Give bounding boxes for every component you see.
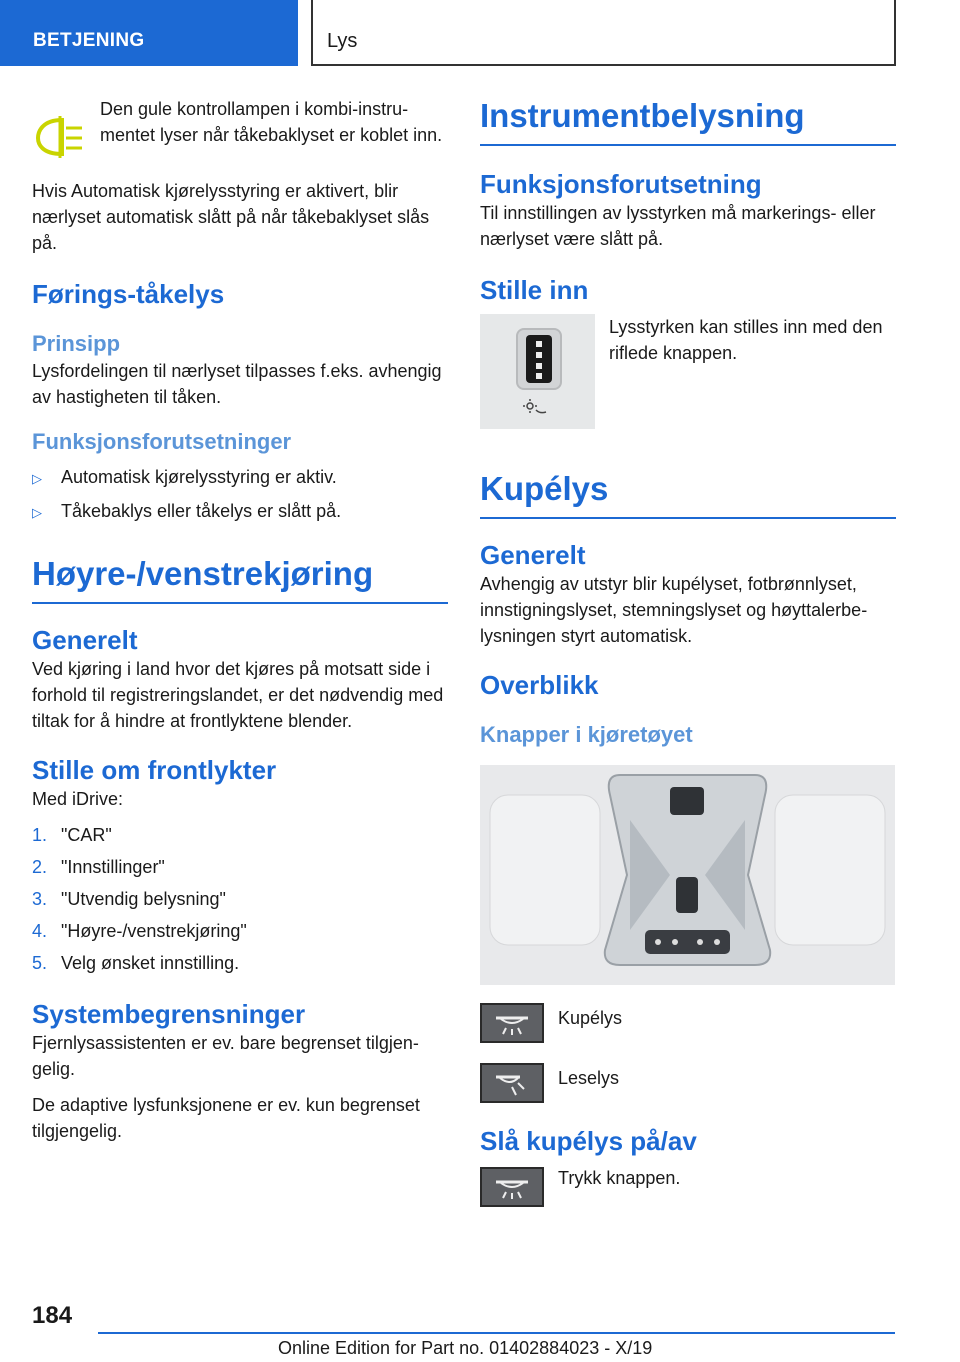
left-column: [32, 96, 448, 1154]
instr-heading: Instrumentbelysning: [480, 96, 896, 146]
dimmer-knob-image: [480, 314, 595, 429]
rear-fog-lamp-icon: [32, 110, 86, 164]
overhead-console-image: [480, 765, 895, 985]
leselys-legend: [480, 1063, 896, 1103]
prinsipp-heading: Prinsipp: [32, 331, 121, 356]
section-tab: [0, 0, 298, 66]
page-number: 184: [32, 1302, 73, 1329]
leselys-label: Leselys: [558, 1068, 620, 1088]
prinsipp-text: Lysfordelingen til nærlyset tilpasses f.eks. avhengig av hastigheten til tåken.: [32, 361, 442, 407]
overblikk-heading: Overblikk: [480, 670, 599, 700]
stille-intro: Med iDrive:: [32, 789, 124, 809]
section-label: BETJENING: [33, 30, 145, 51]
system-heading: Systembegrensninger: [32, 999, 306, 1029]
stille-om-heading: Stille om frontlykter: [32, 755, 277, 785]
kupe-generelt-heading: Generelt: [480, 540, 586, 570]
sla-heading: Slå kupélys på/av: [480, 1126, 697, 1156]
list-item: ▷ Automatisk kjørelysstyring er aktiv.: [32, 464, 448, 492]
steps-list: [32, 822, 448, 976]
stille-inn-row: [480, 314, 896, 429]
sla-row: [480, 1165, 896, 1207]
right-column: [480, 96, 896, 1207]
fog-lamp-note: [32, 96, 448, 164]
system-text-2: De adaptive lysfunksjonene er ev. kun begrenset tilgjengelig.: [32, 1095, 420, 1141]
auto-light-paragraph: Hvis Automatisk kjørelysstyring er aktivert, blir nærlyset automatisk slått på når tåkebaklyset slås på.: [32, 181, 430, 253]
list-item: 5. Velg ønsket innstilling.: [32, 953, 240, 973]
generelt-text: Ved kjøring i land hvor det kjøres på motsatt side i forhold til registreringslandet, er det nødvendig med tiltak for å hindre at frontlyktene blender.: [32, 659, 444, 731]
kupelys-label: Kupélys: [558, 1008, 623, 1028]
edition-text: Online Edition for Part no. 01402884023 - X/19: [278, 1338, 653, 1358]
hv-heading: Høyre-/venstrekjøring: [32, 554, 448, 604]
brightness-icon: [522, 398, 548, 418]
sla-text: Trykk knappen.: [558, 1168, 681, 1188]
list-item: 4. "Høyre-/venstrekjøring": [32, 921, 247, 941]
funksjon-heading: Funksjonsforutsetninger: [32, 429, 292, 454]
stille-inn-heading: Stille inn: [480, 275, 589, 305]
knapper-heading: Knapper i kjøretøyet: [480, 722, 693, 747]
list-item: ▷ Tåkebaklys eller tåkelys er slått på.: [32, 498, 448, 526]
list-item: 3. "Utvendig belysning": [32, 889, 226, 909]
funk-heading: Funksjonsforutsetning: [480, 169, 762, 199]
kupelys-legend: [480, 1003, 896, 1043]
kupe-heading: Kupélys: [480, 469, 896, 519]
chapter-tab: [311, 0, 896, 66]
forings-heading: Førings-tåkelys: [32, 279, 225, 309]
footer-divider: [98, 1332, 895, 1334]
interior-light-button-icon: [480, 1003, 544, 1043]
fog-lamp-note-text: Den gule kontrollampen i kombi-instrumentet lyser når tåkebaklyset er koblet inn.: [100, 99, 443, 145]
interior-light-button-icon: [480, 1167, 544, 1207]
funk-text: Til innstillingen av lysstyrken må markerings- eller nærlyset være slått på.: [480, 203, 876, 249]
triangle-bullet-icon: ▷: [32, 505, 42, 520]
system-text-1: Fjernlysassistenten er ev. bare begrenset tilgjengelig.: [32, 1033, 419, 1079]
knurled-knob: [516, 328, 562, 390]
reading-light-button-icon: [480, 1063, 544, 1103]
funksjon-list: [32, 464, 448, 526]
triangle-bullet-icon: ▷: [32, 471, 42, 486]
kupe-generelt-text: Avhengig av utstyr blir kupélyset, fotbrønnlyset, innstigningslyset, stemningslyset og høyttalerbelysningen styrt automatisk.: [480, 574, 868, 646]
list-item: 2. "Innstillinger": [32, 857, 165, 877]
generelt-heading: Generelt: [32, 625, 138, 655]
stille-inn-text: Lysstyrken kan stilles inn med den riflede knappen.: [609, 317, 883, 363]
list-item: 1. "CAR": [32, 825, 112, 845]
chapter-label: Lys: [327, 30, 358, 52]
